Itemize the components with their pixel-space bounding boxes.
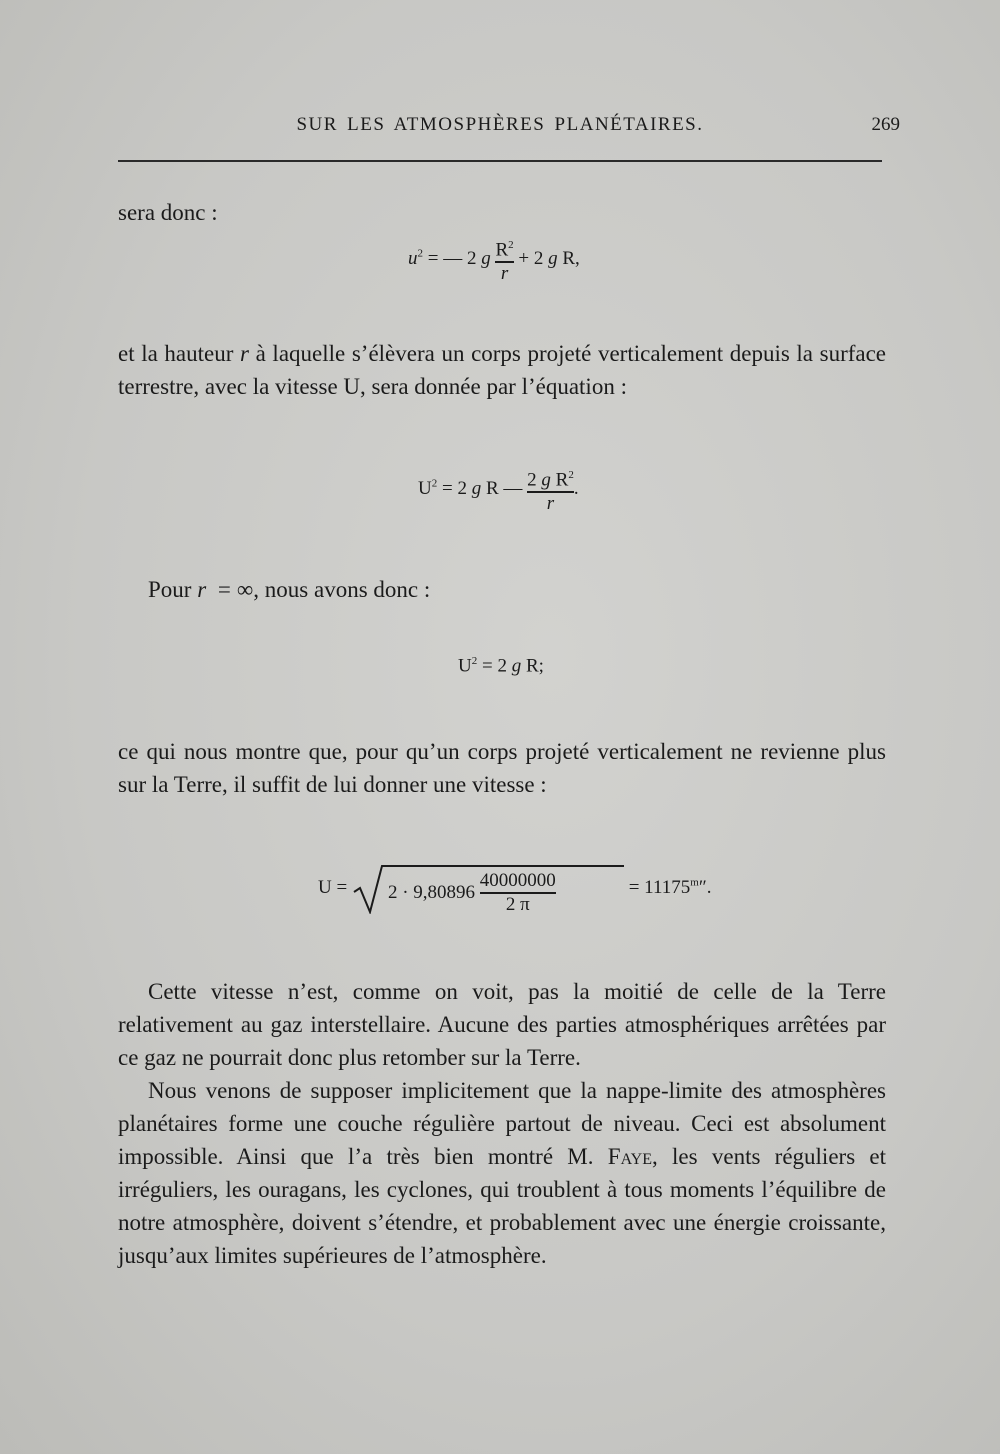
pour-prefix: Pour: [148, 577, 192, 602]
equation-3: [458, 655, 544, 677]
paragraph-pour: [148, 573, 430, 606]
eq3-lhs: U: [458, 655, 472, 677]
intro-text: sera donc :: [118, 200, 218, 225]
eq1-lhs-sup: 2: [417, 247, 423, 260]
p4-author-name: Faye: [607, 1144, 653, 1169]
p1-text-a: et la hauteur: [118, 341, 234, 366]
paragraph-vitesse: ce qui nous montre que, pour qu’un corps projeté verticalement ne revienne plus sur la Terre, il suffit de lui donner une vitesse :: [118, 739, 886, 797]
p4-text-a: Nous venons de supposer implicitement que la nappe-limite des atmosphères planétaires forme une couche régulière partout de niveau. Ceci est absolument impossible. Ainsi que l’a très bien montré M.: [118, 1078, 886, 1169]
eq4-result-value: = 11175: [628, 877, 691, 899]
equation-2: [418, 464, 579, 515]
eq1-tail-pre: + 2: [518, 247, 544, 269]
eq4-radicand-content: [388, 870, 556, 916]
eq1-mid: = — 2: [427, 247, 477, 269]
eq1-g: g: [481, 247, 491, 269]
eq4-lhs: U =: [318, 877, 348, 898]
eq3-tail: R;: [525, 655, 544, 677]
eq1-den: r: [500, 262, 509, 284]
p1-var-r: r: [240, 341, 249, 366]
p4-text-b: , les vents réguliers et irréguliers, les ouragans, les cyclones, qui troublent à tous moments l’équilibre de notre atmosphère, doivent s’étendre, et probablement avec une énergie croissante, jusqu’aux limites supérieures de l’atmosphère.: [118, 1144, 887, 1268]
pour-suffix: , nous avons donc :: [253, 577, 431, 602]
pour-equals: =: [217, 577, 231, 602]
paragraph-nous-venons: [118, 1074, 886, 1272]
eq1-tail-post: R,: [562, 247, 580, 269]
eq1-tail-g: g: [548, 247, 558, 269]
eq2-lhs: U: [418, 477, 432, 499]
paragraph-cette-vitesse: Cette vitesse n’est, comme on voit, pas la moitié de celle de la Terre relativement au gaz interstellaire. Aucune des parties atmosphériques arrêtées par ce gaz ne pourrait donc plus retomber sur la Terre.: [118, 979, 886, 1070]
equation-1: [408, 234, 580, 285]
eq2-lhs-sup: 2: [431, 477, 438, 490]
equation-4: [318, 862, 711, 914]
eq2-fraction: [527, 464, 574, 515]
eq4-result: [629, 877, 712, 898]
eq2-num-pre: 2: [527, 469, 537, 491]
running-header: SUR LES ATMOSPHÈRES PLANÉTAIRES.: [296, 114, 704, 135]
eq2-mid2: R —: [485, 477, 523, 499]
page-number: 269: [871, 114, 900, 135]
paragraph-hauteur: [118, 337, 886, 403]
eq4-unit: m: [690, 876, 699, 889]
pour-var-r: r: [197, 577, 207, 602]
pour-infinity: ∞: [236, 577, 254, 602]
eq1-fraction: [495, 234, 513, 285]
eq2-num-g: g: [541, 469, 551, 491]
eq3-g: g: [511, 655, 522, 677]
eq2-g: g: [471, 477, 482, 499]
header-rule: [118, 160, 882, 162]
eq1-num-sup: 2: [508, 239, 514, 251]
eq2-tail: .: [573, 477, 579, 499]
eq2-den: r: [546, 492, 555, 514]
eq4-unit-suffix: ″.: [698, 877, 712, 899]
eq1-num: R: [495, 239, 509, 261]
eq4-num: 40000000: [479, 870, 556, 891]
eq2-num-sup: 2: [568, 469, 574, 481]
eq2-num-R: R: [555, 469, 569, 491]
eq3-lhs-sup: 2: [471, 655, 478, 667]
eq4-radicand: 2 · 9,80896: [387, 881, 476, 903]
square-root-sign: [352, 862, 624, 914]
eq4-den: 2 π: [505, 893, 530, 915]
eq2-mid: = 2: [441, 477, 467, 499]
eq4-fraction: [480, 870, 556, 916]
p1-text-b: à laquelle s’élèvera un corps projeté verticalement depuis la surface terrestre, avec la vitesse U, sera donnée par l’équation :: [118, 341, 887, 399]
eq3-mid: = 2: [481, 655, 507, 677]
eq1-lhs: u: [408, 247, 418, 269]
